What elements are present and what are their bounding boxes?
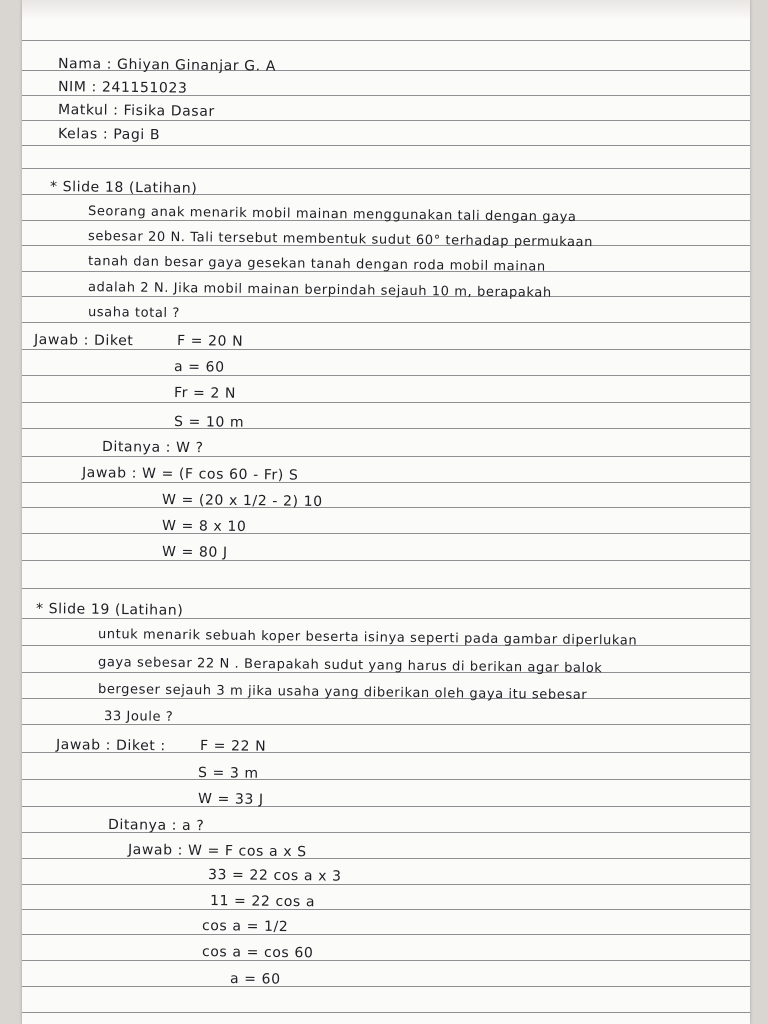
slide18-question-line: Seorang anak menarik mobil mainan menggunakan tali dengan gaya bbox=[87, 204, 577, 225]
header-nim: NIM : 241151023 bbox=[57, 79, 188, 97]
ruled-line bbox=[22, 507, 750, 508]
slide19-jawab-line: a = 60 bbox=[229, 971, 281, 988]
ruled-line bbox=[22, 40, 750, 41]
slide18-diket-item: Fr = 2 N bbox=[173, 385, 237, 402]
slide18-ditanya: Ditanya : W ? bbox=[101, 439, 204, 457]
slide18-diket-label: Jawab : Diket bbox=[33, 332, 134, 350]
slide18-title: * Slide 18 (Latihan) bbox=[49, 179, 198, 197]
ruled-line bbox=[22, 986, 750, 987]
slide19-diket-item: F = 22 N bbox=[199, 738, 267, 755]
slide18-question-line: sebesar 20 N. Tali tersebut membentuk sudut 60° terhadap permukaan bbox=[87, 229, 594, 251]
slide18-jawab-line: W = 80 J bbox=[161, 544, 228, 561]
slide19-jawab-line: 33 = 22 cos a x 3 bbox=[207, 867, 342, 885]
ruled-line bbox=[22, 1012, 750, 1013]
ruled-line bbox=[22, 588, 750, 589]
ruled-line bbox=[22, 884, 750, 885]
ruled-line bbox=[22, 375, 750, 376]
slide18-diket-item: a = 60 bbox=[173, 359, 225, 376]
ruled-line bbox=[22, 533, 750, 534]
header-matkul: Matkul : Fisika Dasar bbox=[57, 102, 215, 120]
header-kelas: Kelas : Pagi B bbox=[57, 126, 161, 144]
notebook-page bbox=[22, 0, 750, 1024]
slide18-diket-item: S = 10 m bbox=[173, 414, 245, 431]
slide19-title: * Slide 19 (Latihan) bbox=[35, 601, 184, 619]
slide19-ditanya: Ditanya : a ? bbox=[107, 817, 205, 835]
slide18-diket-item: F = 20 N bbox=[176, 333, 244, 350]
slide18-jawab-line: W = 8 x 10 bbox=[161, 518, 247, 536]
page-top-edge bbox=[22, 0, 750, 20]
ruled-line bbox=[22, 402, 750, 403]
slide19-jawab-line: cos a = 1/2 bbox=[201, 918, 289, 936]
ruled-line bbox=[22, 960, 750, 961]
ruled-line bbox=[22, 168, 750, 169]
slide18-jawab-line: Jawab : W = (F cos 60 - Fr) S bbox=[81, 465, 299, 484]
ruled-line bbox=[22, 428, 750, 429]
ruled-line bbox=[22, 560, 750, 561]
slide19-question-line: bergeser sejauh 3 m jika usaha yang diberikan oleh gaya itu sebesar bbox=[97, 682, 588, 703]
ruled-line bbox=[22, 806, 750, 807]
ruled-line bbox=[22, 145, 750, 146]
ruled-line bbox=[22, 934, 750, 935]
ruled-line bbox=[22, 909, 750, 910]
header-nama: Nama : Ghiyan Ginanjar G. A bbox=[57, 56, 277, 75]
slide19-question-line: gaya sebesar 22 N . Berapakah sudut yang harus di berikan agar balok bbox=[97, 655, 603, 677]
slide18-question-line: adalah 2 N. Jika mobil mainan berpindah sejauh 10 m, berapakah bbox=[87, 280, 552, 301]
slide18-question-line: usaha total ? bbox=[87, 305, 180, 322]
slide18-question-line: tanah dan besar gaya gesekan tanah dengan roda mobil mainan bbox=[87, 254, 546, 275]
slide19-jawab-line: cos a = cos 60 bbox=[201, 944, 314, 962]
slide18-jawab-line: W = (20 x 1/2 - 2) 10 bbox=[161, 492, 323, 510]
slide19-diket-item: S = 3 m bbox=[197, 765, 259, 782]
slide19-question-line: untuk menarik sebuah koper beserta isinya seperti pada gambar diperlukan bbox=[97, 627, 638, 649]
ruled-line bbox=[22, 120, 750, 121]
ruled-line bbox=[22, 779, 750, 780]
slide19-diket-item: W = 33 J bbox=[197, 791, 264, 808]
slide19-jawab-line: Jawab : W = F cos a x S bbox=[127, 842, 307, 861]
slide19-jawab-line: 11 = 22 cos a bbox=[209, 893, 316, 911]
slide19-diket-label: Jawab : Diket : bbox=[55, 737, 166, 755]
slide19-question-line: 33 Joule ? bbox=[103, 709, 174, 725]
